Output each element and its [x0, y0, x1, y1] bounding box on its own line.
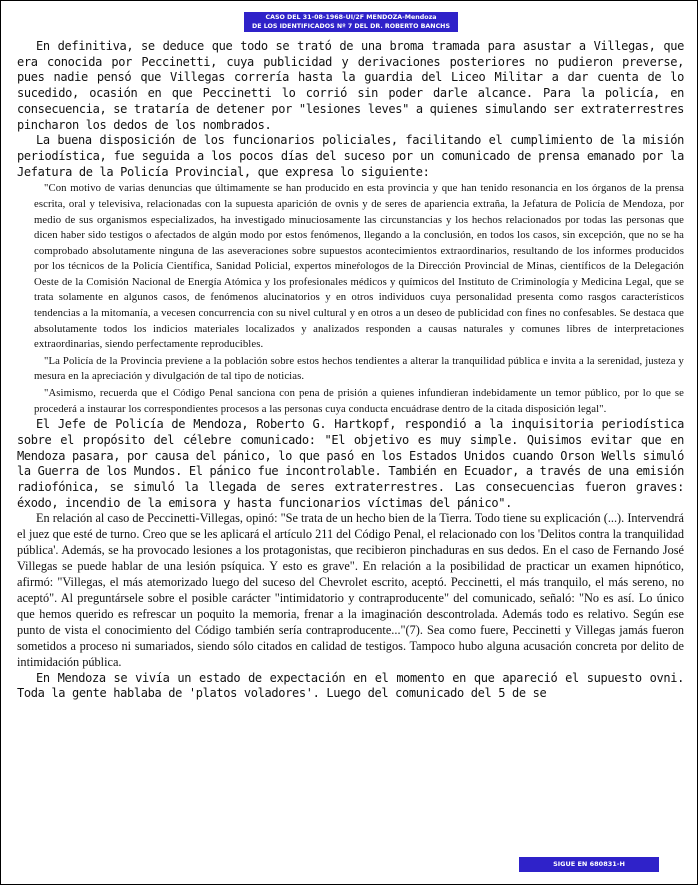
quote-press-release-1: "Con motivo de varias denuncias que últimamente se han producido en esta provincia y que han tenido resonancia en los órganos de la prensa escrita, oral y televisiva, relacionadas con la supuesta aparición de ovnis y de seres de apariencia extraña, la Jefatura de Policía de Mendoza, por medio de sus organismos especializados, ha investigado minuciosamente las circunstancias y los hechos relacionados por todas las personas que dicen haber sido testigos o afectados de algún modo por estos fenómenos, llegando a la conclusión, en todos los casos, sin excepción, que no se ha comprobado absolutamente ninguna de las aseveraciones sobre supuestos acontecimientos extraordinarios, resultando de los informes producidos por los técnicos de la Policía Científica, Sanidad Policial, expertos mineŕologos de la Dirección Provincial de Minas, científicos de la Delegación Oeste de la Comisión Nacional de Energía Atómica y los profesionales médicos y químicos del Instituto de Criminología y Medicina Legal, que se trata solamente en algunos casos, de fenómenos alucinatorios y en otros individuos cuya personalidad presenta como rasgos característicos tendencias a la mitomanía, a vecesen concurrencia con su nivel cultural y en otros a un deseo de publicidad con fines no confesables. Se destaca que absolutamente todos los indicios materiales localizados y analizados responden a causas naturales y comunes libres de interpretaciones extraordinarias, siendo perfectamente reproducibles. [34, 182, 684, 351]
case-header-line-1: CASO DEL 31-08-1968-UI/2F MENDOZA-Mendoza [265, 14, 437, 21]
quote-press-release-2: "La Policía de la Provincia previene a la población sobre estos hechos tendientes a alterar la tranquilidad pública e invita a la serenidad, justeza y mesura en la apreciación y divulgación de tal tipo de noticias. [34, 354, 684, 383]
paragraph-police-chief: El Jefe de Policía de Mendoza, Roberto G. Hartkopf, respondió a la inquisitoria periodística sobre el propósito del célebre comunicado: "El objetivo es muy simple. Quisimos evitar que en Mendoza pasara, por causa del pánico, lo que pasó en los Estados Unidos cuando Orson Wells simuló la Guerra de los Mundos. El pánico fue incontrolable. También en Ecuador, a través de una emisión radiofónica, se simuló la llegada de seres extraterrestres. Las consecuencias fueron graves: éxodo, incendio de la emisora y hasta funcionarios víctimas del pánico". [17, 417, 684, 510]
document-body [17, 39, 684, 702]
paragraph-conclusion: En definitiva, se deduce que todo se trató de una broma tramada para asustar a Villegas, que era conocida por Peccinetti, cuya publicidad y derivaciones posteriores no pudieron preverse, pues nadie pensó que Villegas correría hasta la guardia del Liceo Militar a dar cuenta de lo sucedido, ocasión en que Peccinetti lo corrió sin poder darle alcance. Para la policía, en consecuencia, se trataría de detener por "lesiones leves" a quienes simulando ser extraterrestres pincharon los dedos de los nombrados. [17, 39, 684, 132]
continuation-label: SIGUE EN 680831-H [519, 857, 659, 872]
case-header-label [244, 12, 458, 32]
case-header-line-2: DE LOS IDENTIFICADOS Nº 7 DEL DR. ROBERTO BANCHS [252, 23, 450, 30]
paragraph-police-disposition: La buena disposición de los funcionarios policiales, facilitando el cumplimiento de la misión periodística, fue seguida a los pocos días del suceso por un comunicado de prensa emanado por la Jefatura de la Policía Provincial, que expresa lo siguiente: [17, 133, 684, 179]
paragraph-case-opinion: En relación al caso de Peccinetti-Villegas, opinó: "Se trata de un hecho bien de la Tierra. Todo tiene su explicación (...). Intervendrá el juez que esté de turno. Creo que se les aplicará el artículo 211 del Código Penal, el relacionado con los 'Delitos contra la tranquilidad pública'. Además, se ha provocado lesiones a los protagonistas, que recibieron pinchaduras en sus dedos. En el caso de Fernando José Villegas se puede hablar de una lesión psíquica. Y esto es grave". En relación a la posibilidad de practicar un examen hipnótico, afirmó: "Villegas, el más atemorizado luego del suceso del Chevrolet escrito, aceptó. Peccinetti, el más tranquilo, el más sereno, no aceptó". Al preguntársele sobre el posible carácter "intimidatorio y contraproducente" del comunicado, señaló: "No es así. Lo único que hemos querido es refrescar un poquito la memoria, frenar a la imaginación descontrolada. Además todo es relativo. Según ese punto de vista el conocimiento del Código también sería contraproducente..."(7). Sea como fuere, Peccinetti y Villegas jamás fueron sometidos a proceso ni sumariados, siendo sólo citados en calidad de testigos. Tampoco hubo alguna acusación concreta por delito de intimidación pública. [17, 511, 684, 669]
paragraph-mendoza-expectation: En Mendoza se vivía un estado de expectación en el momento en que apareció el supuesto ovni. Toda la gente hablaba de 'platos voladores'. Luego del comunicado del 5 de se [17, 670, 684, 701]
quote-press-release-3: "Asimismo, recuerda que el Código Penal sanciona con pena de prisión a quienes infundieran indebidamente un temor público, por lo que se procederá a instaurar los correspondientes procesos a las personas cuya conducta encuádrase dentro de la citada disposición legal". [34, 387, 684, 415]
